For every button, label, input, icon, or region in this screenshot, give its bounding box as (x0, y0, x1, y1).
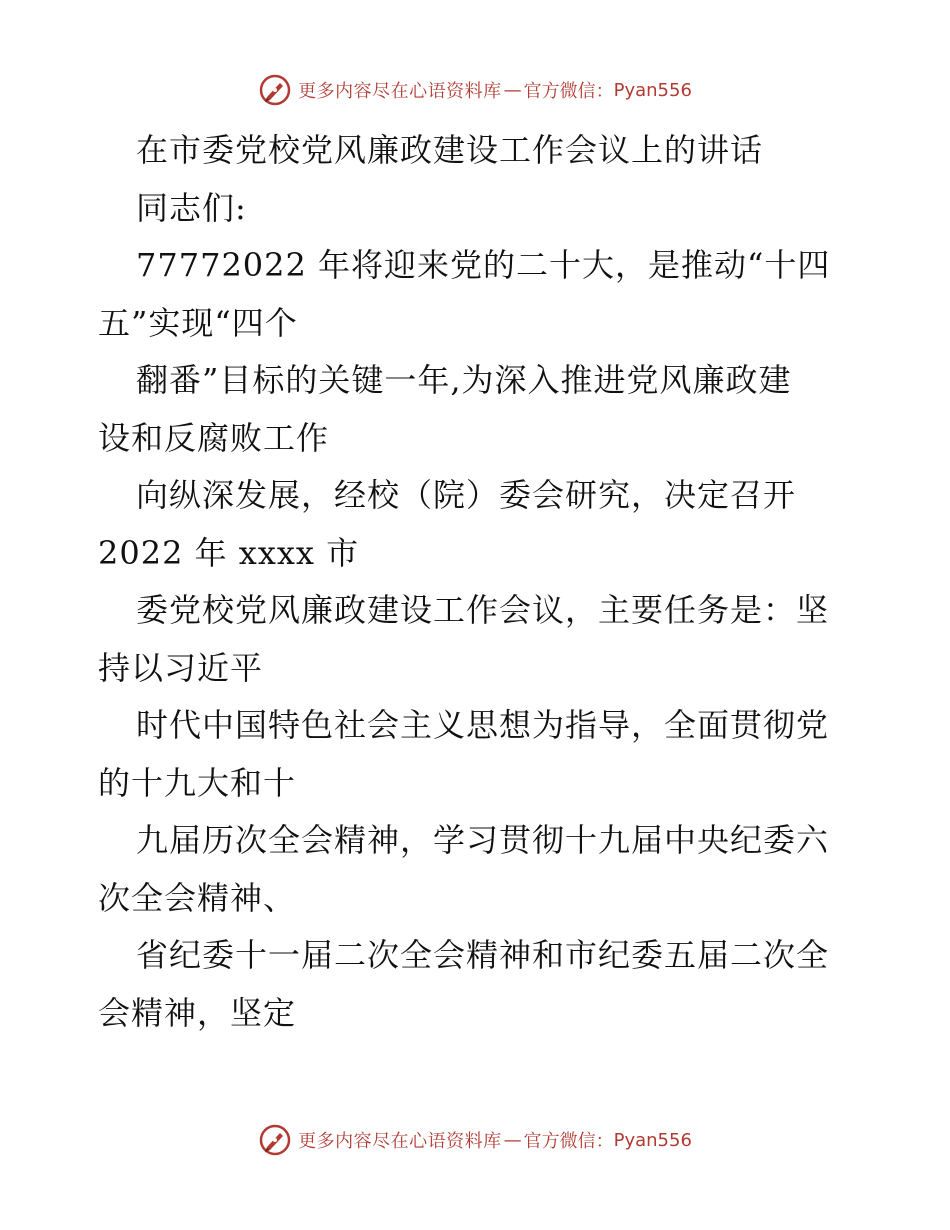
document-line: 77772022 年将迎来党的二十大，是推动“十四 (136, 246, 831, 284)
document-line: 九届历次全会精神，学习贯彻十九届中央纪委六 (136, 821, 830, 859)
document-line: 2022 年 xxxx 市 (98, 533, 360, 572)
watermark-separator: — (503, 1129, 522, 1151)
document-line: 五”实现“四个 (98, 303, 298, 342)
watermark-wechat-id: Pyan556 (613, 1129, 692, 1151)
document-line: 省纪委十一届二次全会精神和市纪委五届二次全 (136, 936, 830, 974)
watermark-official-label: 官方微信： (523, 1131, 614, 1152)
document-line: 设和反腐败工作 (98, 418, 330, 457)
watermark-text: 更多内容尽在心语资料库 (298, 1131, 502, 1152)
document-line: 同志们: (136, 188, 247, 227)
watermark-official-label: 官方微信： (523, 81, 614, 102)
watermark-wechat-id: Pyan556 (613, 79, 692, 101)
document-line: 会精神，坚定 (98, 993, 297, 1032)
watermark-footer (0, 1120, 950, 1160)
pen-logo-icon (258, 73, 292, 107)
document-line: 的十九大和十 (98, 763, 297, 802)
document-line: 次全会精神、 (98, 878, 297, 917)
document-line: 时代中国特色社会主义思想为指导，全面贯彻党 (136, 706, 830, 744)
document-body (98, 122, 858, 1042)
watermark-separator: — (503, 79, 522, 101)
document-line: 翻番”目标的关键一年,为深入推进党风廉政建 (136, 361, 792, 399)
document-line: 持以习近平 (98, 648, 264, 687)
pen-logo-icon (258, 1123, 292, 1157)
document-line: 委党校党风廉政建设工作会议，主要任务是：坚 (136, 591, 830, 629)
document-line: 向纵深发展，经校（院）委会研究，决定召开 (136, 476, 797, 514)
watermark-header (0, 70, 950, 110)
document-line: 在市委党校党风廉政建设工作会议上的讲话 (136, 131, 764, 169)
watermark-text: 更多内容尽在心语资料库 (298, 81, 502, 102)
